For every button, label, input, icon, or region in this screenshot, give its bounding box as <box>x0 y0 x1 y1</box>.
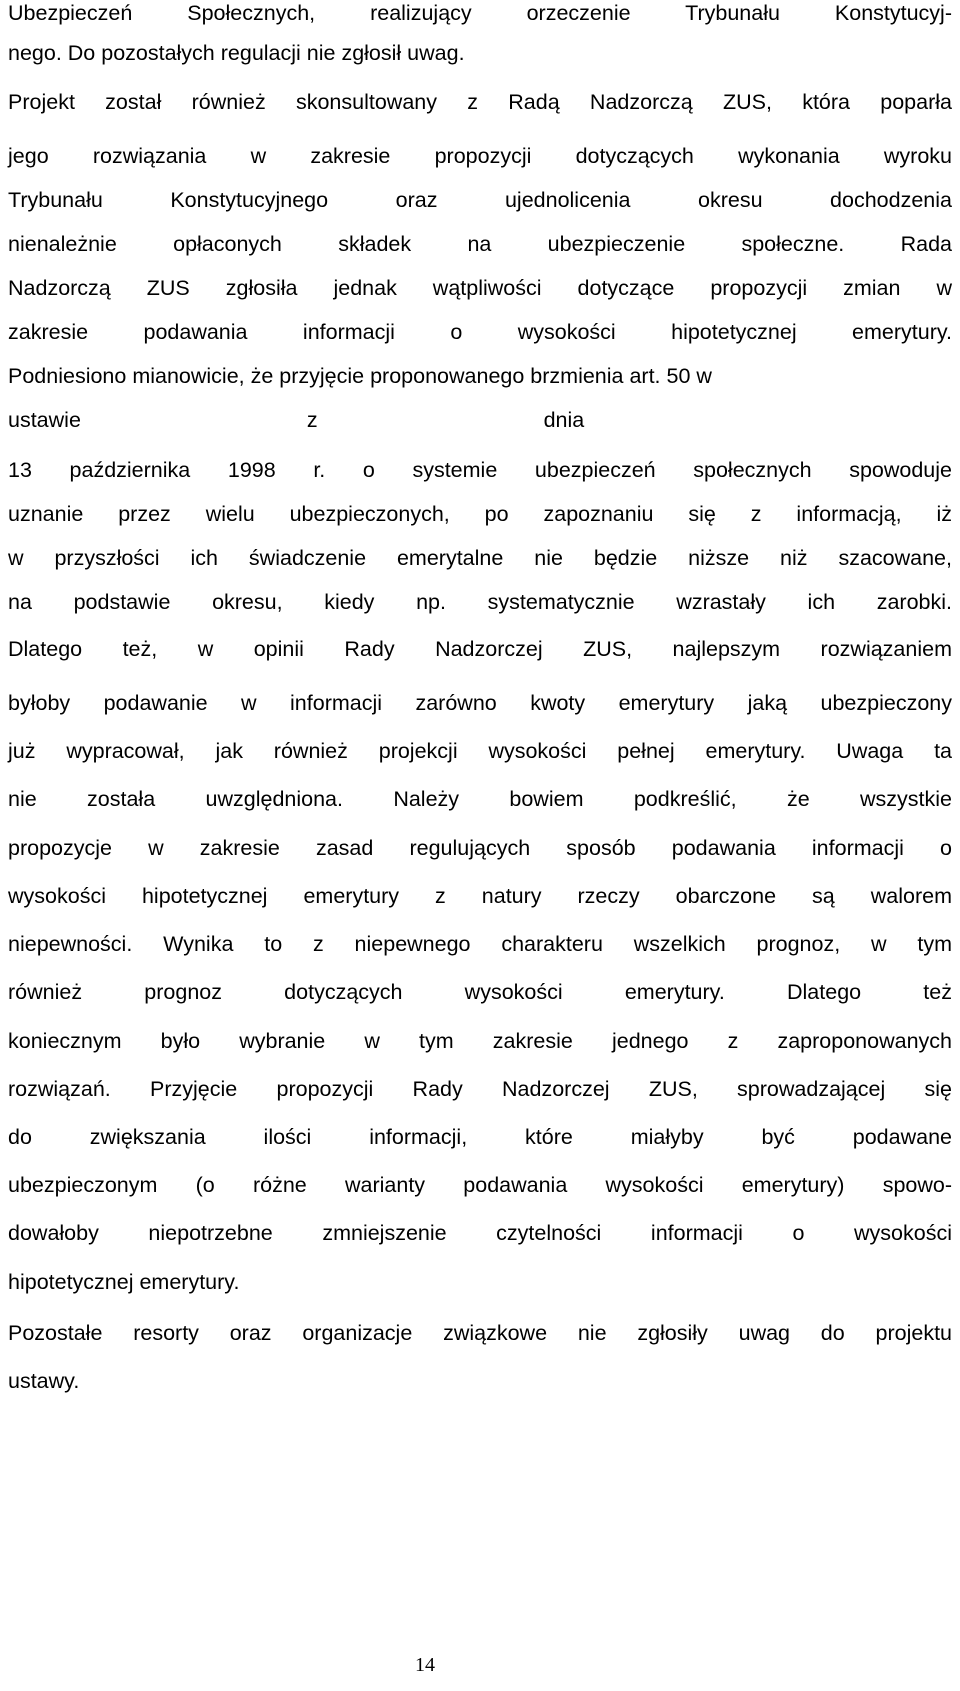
text-line: Podniesiono mianowicie, że przyjęcie proponowanego brzmienia art. 50 w <box>8 364 712 388</box>
text-line: hipotetycznej emerytury. <box>8 1270 240 1294</box>
text-line: dowałoby niepotrzebne zmniejszenie czytelności informacji o wysokości <box>8 1221 952 1245</box>
text-line: uznanie przez wielu ubezpieczonych, po zapoznaniu się z informacją, iż <box>8 502 952 526</box>
text-line: ustawie z dnia <box>8 408 585 432</box>
text-line: Dlatego też, w opinii Rady Nadzorczej ZUS, najlepszym rozwiązaniem <box>8 637 952 661</box>
page-number: 14 <box>415 1654 435 1676</box>
text-line: byłoby podawanie w informacji zarówno kwoty emerytury jaką ubezpieczony <box>8 691 952 715</box>
text-line: jego rozwiązania w zakresie propozycji dotyczących wykonania wyroku <box>8 144 952 168</box>
text-line: koniecznym było wybranie w tym zakresie jednego z zaproponowanych <box>8 1029 952 1053</box>
text-line: nienależnie opłaconych składek na ubezpieczenie społeczne. Rada <box>8 232 952 256</box>
text-line: nego. Do pozostałych regulacji nie zgłosił uwag. <box>8 41 465 65</box>
text-line: wysokości hipotetycznej emerytury z natury rzeczy obarczone są walorem <box>8 884 952 908</box>
text-line: nie została uwzględniona. Należy bowiem podkreślić, że wszystkie <box>8 787 952 811</box>
text-line: niepewności. Wynika to z niepewnego charakteru wszelkich prognoz, w tym <box>8 932 952 956</box>
text-line: Ubezpieczeń Społecznych, realizujący orzeczenie Trybunału Konstytucyj- <box>8 1 952 25</box>
text-line: w przyszłości ich świadczenie emerytalne nie będzie niższe niż szacowane, <box>8 546 952 570</box>
text-line: rozwiązań. Przyjęcie propozycji Rady Nadzorczej ZUS, sprowadzającej się <box>8 1077 952 1101</box>
text-line: do zwiększania ilości informacji, które miałyby być podawane <box>8 1125 952 1149</box>
text-line: na podstawie okresu, kiedy np. systematycznie wzrastały ich zarobki. <box>8 590 952 614</box>
text-line: Nadzorczą ZUS zgłosiła jednak wątpliwości dotyczące propozycji zmian w <box>8 276 952 300</box>
text-line: już wypracował, jak również projekcji wysokości pełnej emerytury. Uwaga ta <box>8 739 952 763</box>
text-line: propozycje w zakresie zasad regulujących sposób podawania informacji o <box>8 836 952 860</box>
text-line: Projekt został również skonsultowany z Radą Nadzorczą ZUS, która poparła <box>8 90 952 114</box>
text-line: Trybunału Konstytucyjnego oraz ujednolicenia okresu dochodzenia <box>8 188 952 212</box>
text-line: 13 października 1998 r. o systemie ubezpieczeń społecznych spowoduje <box>8 458 952 482</box>
text-line: ustawy. <box>8 1369 80 1393</box>
text-line: Pozostałe resorty oraz organizacje związkowe nie zgłosiły uwag do projektu <box>8 1321 952 1345</box>
text-line: również prognoz dotyczących wysokości emerytury. Dlatego też <box>8 980 952 1004</box>
text-line: zakresie podawania informacji o wysokości hipotetycznej emerytury. <box>8 320 952 344</box>
text-line: ubezpieczonym (o różne warianty podawania wysokości emerytury) spowo- <box>8 1173 952 1197</box>
